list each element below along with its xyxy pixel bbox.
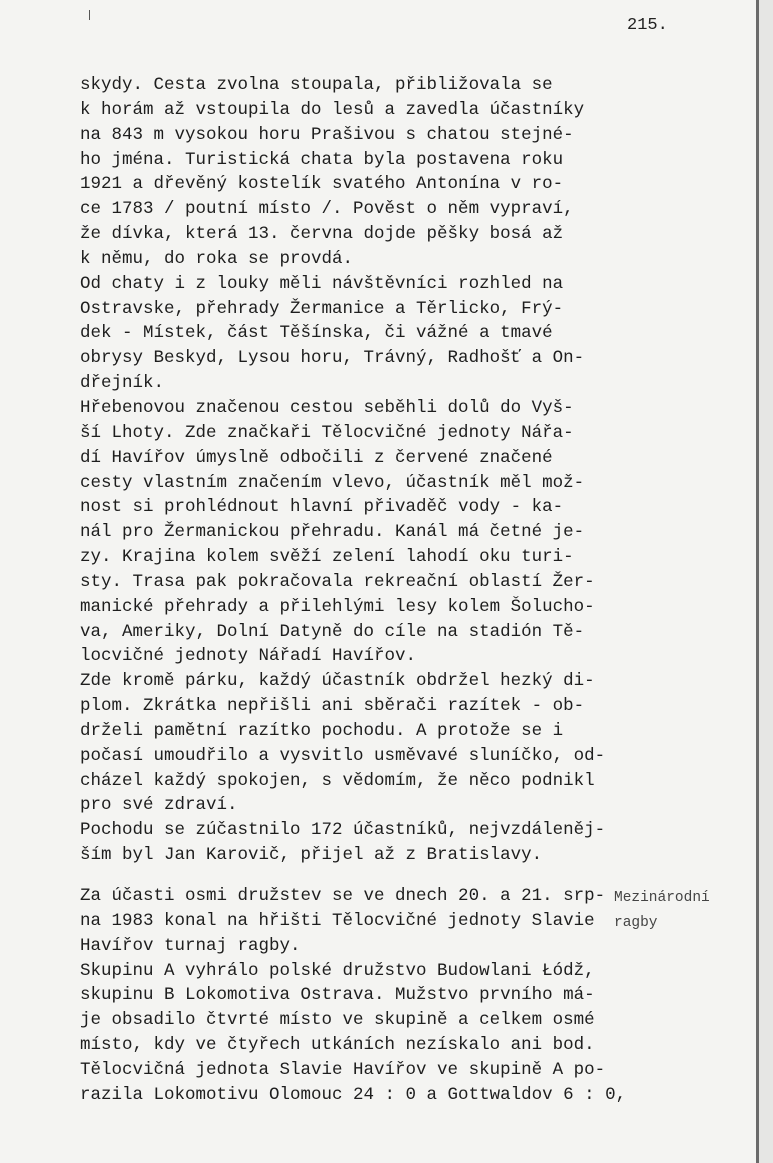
text-line: ragby <box>614 914 658 931</box>
body-text <box>80 73 626 1108</box>
text-line: ce 1783 / poutní místo /. Pověst o něm vypraví, <box>80 199 574 220</box>
text-line: Zde kromě párku, každý účastník obdržel hezký di- <box>80 671 595 692</box>
text-line: Hřebenovou značenou cestou seběhli dolů do Vyš- <box>80 397 574 418</box>
scan-mark <box>89 10 90 20</box>
paragraph-block-march <box>80 73 626 868</box>
text-line: dí Havířov úmyslně odbočili z červené značené <box>80 447 553 468</box>
text-line: dek - Místek, část Těšínska, či vážné a tmavé <box>80 323 553 344</box>
text-line: nál pro Žermanickou přehradu. Kanál má četné je- <box>80 522 585 543</box>
text-line: nost si prohlédnout hlavní přivaděč vody - ka- <box>80 497 564 518</box>
text-line: Tělocvičná jednota Slavie Havířov ve skupině A po- <box>80 1059 606 1080</box>
text-line: ší Lhoty. Zde značkaři Tělocvičné jednoty Nářa- <box>80 422 574 443</box>
text-line: Za účasti osmi družstev se ve dnech 20. a 21. srp- <box>80 886 606 906</box>
text-line: cházel každý spokojen, s vědomím, že něco podnikl <box>80 770 595 791</box>
text-line: 1921 a dřevěný kostelík svatého Antonína v ro- <box>80 174 564 195</box>
text-line: Pochodu se zúčastnilo 172 účastníků, nejvzdáleněj- <box>80 820 606 841</box>
text-line: pro své zdraví. <box>80 795 238 816</box>
text-line: manické přehrady a přilehlými lesy kolem Šolucho- <box>80 596 595 617</box>
text-line: skupinu B Lokomotiva Ostrava. Mužstvo prvního má- <box>80 985 595 1006</box>
page-number: 215. <box>627 16 668 35</box>
paragraph-block-rugby <box>80 884 626 1108</box>
text-line: obrysy Beskyd, Lysou horu, Trávný, Radhošť a On- <box>80 348 585 369</box>
scan-border <box>759 0 773 1163</box>
text-line: Ostravske, přehrady Žermanice a Těrlicko, Frý- <box>80 298 564 319</box>
text-line: razila Lokomotivu Olomouc 24 : 0 a Gottwaldov 6 : 0, <box>80 1084 627 1105</box>
text-line: sty. Trasa pak pokračovala rekreační oblastí Žer- <box>80 571 595 592</box>
text-line: va, Ameriky, Dolní Datyně do cíle na stadión Tě- <box>80 621 585 642</box>
text-line: místo, kdy ve čtyřech utkáních nezískalo ani bod. <box>80 1035 595 1056</box>
text-line: na 1983 konal na hřišti Tělocvičné jednoty Slavie <box>80 910 595 931</box>
text-line: ho jména. Turistická chata byla postavena roku <box>80 149 564 170</box>
text-line: Skupinu A vyhrálo polské družstvo Budowlani Łódž, <box>80 960 595 981</box>
text-line: na 843 m vysokou horu Prašivou s chatou stejné- <box>80 124 574 145</box>
text-line: dřejník. <box>80 373 165 394</box>
text-line: že dívka, která 13. června dojde pěšky bosá až <box>80 224 564 245</box>
text-line: je obsadilo čtvrté místo ve skupině a celkem osmé <box>80 1010 595 1031</box>
text-line: Mezinárodní <box>614 890 710 906</box>
text-line: Od chaty i z louky měli návštěvníci rozhled na <box>80 273 564 294</box>
text-line: ším byl Jan Karovič, přijel až z Bratislavy. <box>80 845 543 866</box>
text-line: k horám až vstoupila do lesů a zavedla účastníky <box>80 99 585 120</box>
text-line: plom. Zkrátka nepřišli ani sběrači razítek - ob- <box>80 696 585 717</box>
text-line: locvičné jednoty Nářadí Havířov. <box>80 646 417 667</box>
text-line: drželi pamětní razítko pochodu. A protože se i <box>80 720 564 741</box>
margin-note <box>614 889 710 939</box>
text-line: cesty vlastním značením vlevo, účastník měl mož- <box>80 472 585 493</box>
text-line: Havířov turnaj ragby. <box>80 935 301 956</box>
text-line: skydy. Cesta zvolna stoupala, přibližovala se <box>80 75 553 95</box>
text-line: počasí umoudřilo a vysvitlo usměvavé sluníčko, od- <box>80 745 606 766</box>
text-line: k němu, do roka se provdá. <box>80 248 354 269</box>
text-line: zy. Krajina kolem svěží zelení lahodí oku turi- <box>80 547 574 568</box>
